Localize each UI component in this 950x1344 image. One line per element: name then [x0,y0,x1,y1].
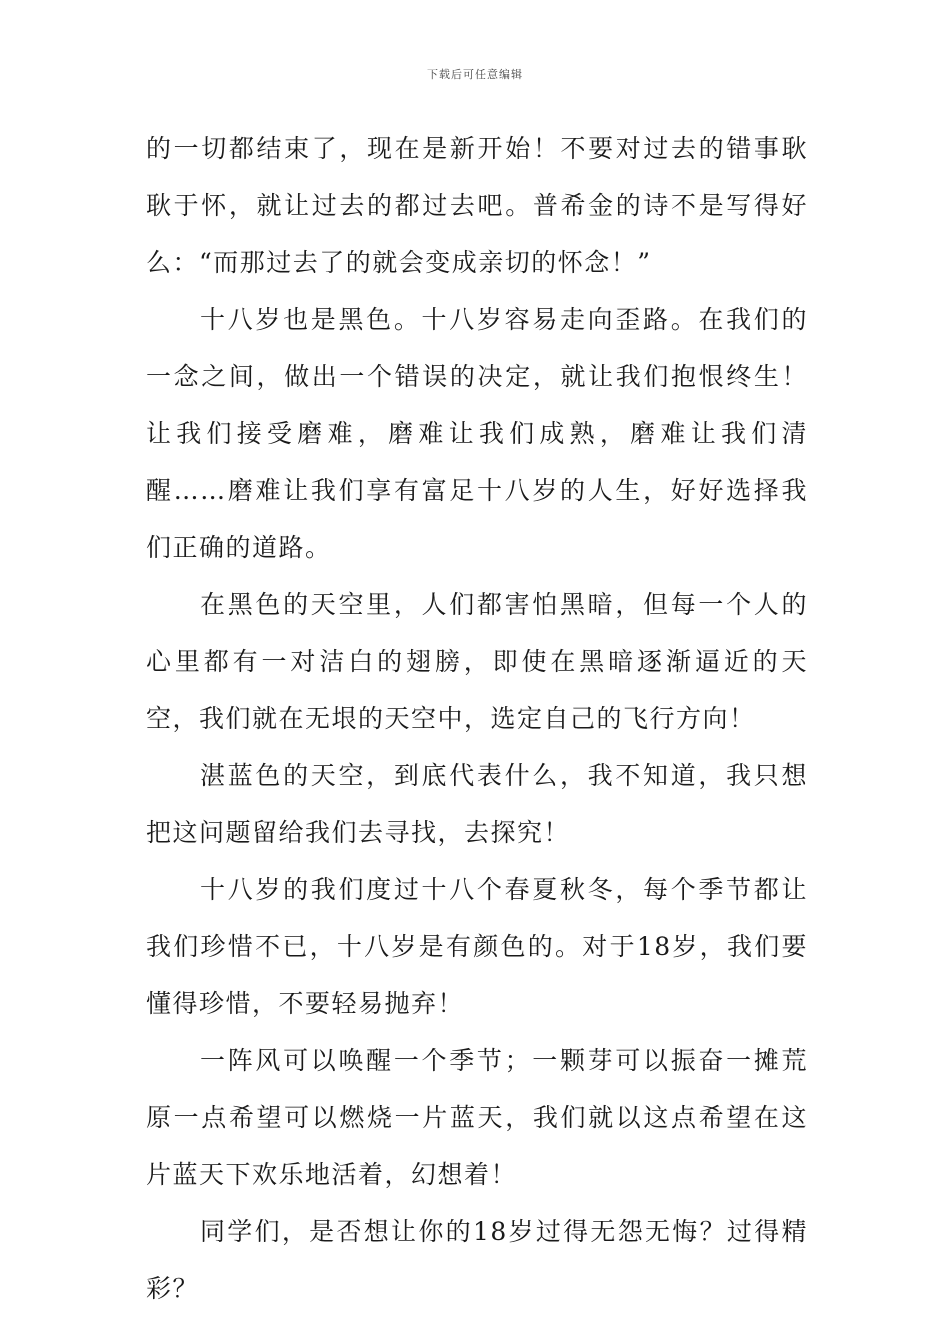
paragraph-4: 湛蓝色的天空，到底代表什么，我不知道，我只想把这问题留给我们去寻找，去探究！ [146,761,808,847]
paragraph-2: 十八岁也是黑色。十八岁容易走向歪路。在我们的一念之间，做出一个错误的决定，就让我们抱恨终生！让我们接受磨难，磨难让我们成熟，磨难让我们清醒……磨难让我们享有富足十八岁的人生，好好选择我们正确的道路。 [146,305,808,562]
header-note: 下载后可任意编辑 [427,68,523,81]
paragraph-5: 十八岁的我们度过十八个春夏秋冬，每个季节都让我们珍惜不已，十八岁是有颜色的。对于18岁，我们要懂得珍惜，不要轻易抛弃！ [146,875,808,1018]
paragraph-1: 的一切都结束了，现在是新开始！不要对过去的错事耿耿于怀，就让过去的都过去吧。普希金的诗不是写得好么：“而那过去了的就会变成亲切的怀念！” [146,134,808,277]
body-text [146,120,808,1317]
paragraph-3: 在黑色的天空里，人们都害怕黑暗，但每一个人的心里都有一对洁白的翅膀，即使在黑暗逐渐逼近的天空，我们就在无垠的天空中，选定自己的飞行方向！ [146,590,808,733]
paragraph-7: 同学们，是否想让你的18岁过得无怨无悔？过得精彩？ [146,1217,808,1303]
paragraph-6: 一阵风可以唤醒一个季节；一颗芽可以振奋一摊荒原一点希望可以燃烧一片蓝天，我们就以这点希望在这片蓝天下欢乐地活着，幻想着！ [146,1046,808,1189]
